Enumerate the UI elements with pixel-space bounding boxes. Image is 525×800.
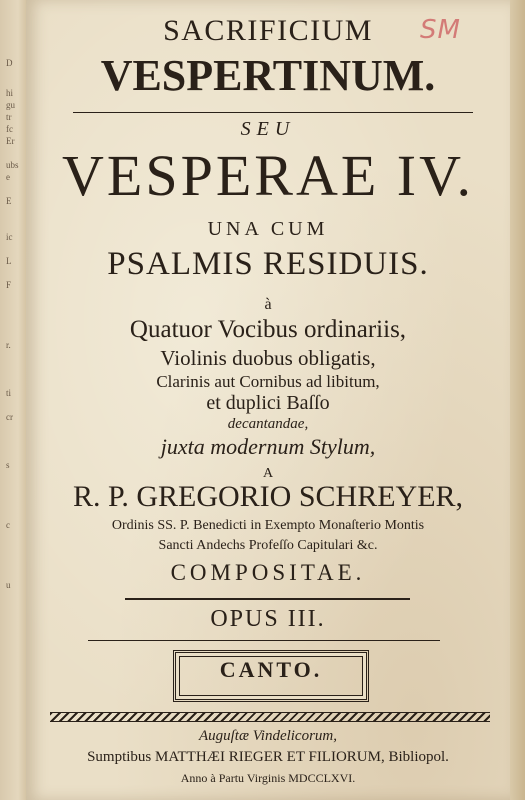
author-line-1: Ordinis SS. P. Benedicti in Exempto Monaſterio Montis: [111, 518, 425, 533]
voices-line-4: et duplici Baſſo: [206, 392, 330, 414]
library-stamp: SM: [420, 15, 461, 45]
adjacent-page-spine: D hi gu tr fc Er ubs e E ic L F r. ti cr s c u: [0, 0, 30, 800]
voices-line-1: Quatuor Vocibus ordinariis,: [129, 316, 407, 343]
ornamental-border: [50, 712, 490, 722]
author-a: A: [262, 466, 274, 481]
author-name: R. P. GREGORIO SCHREYER,: [72, 480, 464, 513]
title-line-1: SACRIFICIUM: [163, 14, 373, 47]
una-cum-text: UNA CUM: [207, 218, 329, 240]
voices-line-5: decantandae,: [227, 416, 309, 432]
page-edge: [510, 0, 525, 800]
opus-text: OPUS III.: [210, 606, 326, 632]
title-line-3: VESPERAE IV.: [62, 143, 474, 208]
voices-line-2: Violinis duobus obligatis,: [160, 346, 376, 370]
rule-lower: [88, 640, 440, 641]
imprint-publisher: Sumptibus MATTHÆI RIEGER ET FILIORUM, Bibliopol.: [87, 749, 449, 765]
voices-line-3: Clarinis aut Cornibus ad libitum,: [156, 372, 380, 391]
rule-middle: [125, 598, 410, 600]
imprint-year: Anno à Partu Virginis MDCCLXVI.: [180, 771, 356, 785]
title-line-2: VESPERTINUM.: [100, 51, 436, 100]
author-line-2: Sancti Andechs Profeſſo Capitulari &c.: [158, 538, 378, 553]
voices-a: à: [264, 296, 272, 313]
title-line-4: PSALMIS RESIDUIS.: [107, 246, 429, 282]
part-label: CANTO.: [219, 657, 323, 682]
imprint-place: Auguſtæ Vindelicorum,: [198, 728, 338, 744]
seu-text: SEU: [240, 118, 296, 140]
rule-top: [73, 112, 473, 113]
voices-line-6: juxta modernum Stylum,: [160, 434, 376, 459]
compositae-text: COMPOSITAE.: [170, 560, 366, 585]
